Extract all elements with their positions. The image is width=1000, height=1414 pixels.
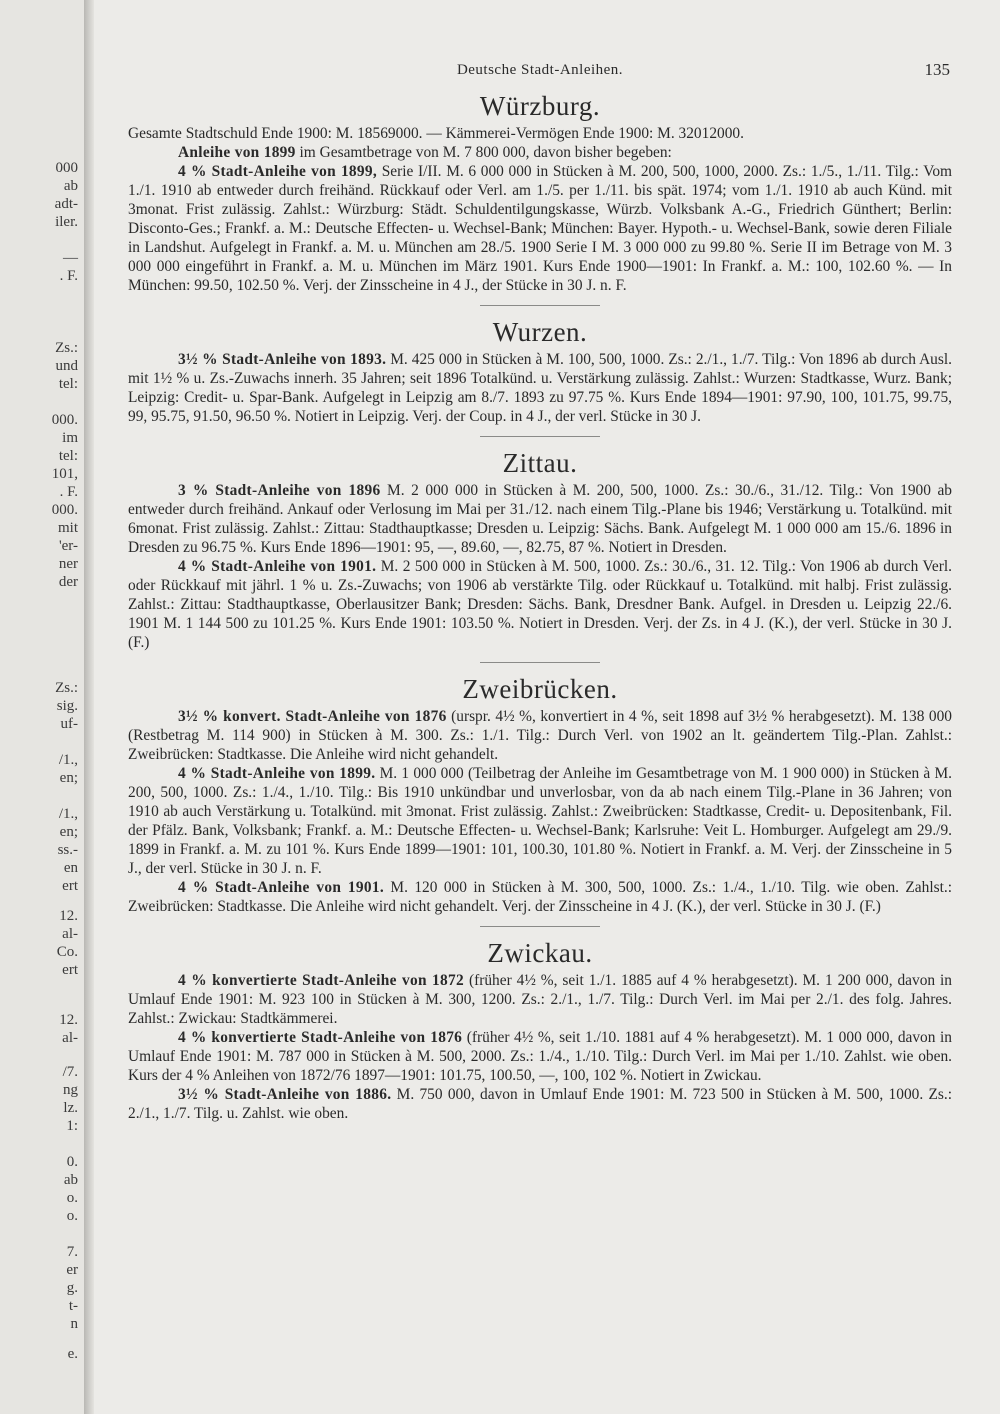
facing-page-fragment: uf- xyxy=(60,716,78,732)
section-divider xyxy=(480,926,600,927)
facing-page-fragment: n xyxy=(70,1316,78,1332)
loan-paragraph xyxy=(128,162,952,295)
facing-page-fragment: Zs.: xyxy=(55,340,78,356)
facing-page-fragment: ert xyxy=(62,962,78,978)
loan-text: Serie I/II. M. 6 000 000 in Stücken à M. 200, 500, 1000, 2000. Zs.: 1./5., 1./11. Tilg.: Vom 1./1. 1910 ab entweder durch freihänd. Rückkauf oder Verl. am 1./5. per 1./11. bis spät. 1974; vom 1./1. 1910 ab auch Künd. mit 3monat. Frist zulässig. Zahlst.: Würzburg: Städt. Schuldentilgungskasse, Würzb. Volksbank A.-G., Friedrich Günthert; Berlin: Disconto-Ges.; Frankf. a. M.: Deutsche Effecten- u. Wechsel-Bank; München: Bayer. Hypoth.- u. Wechsel-Bank, sowie deren Filiale in Landshut. Aufgelegt in Frankf. a. M. u. München am 28./5. 1900 Serie I M. 3 000 000 zu 99.80 %. Serie II im Betrage von M. 3 000 000 eingeführt in Frankf. a. M. u. München im März 1901. Kurs Ende 1900—1901: In Frankf. a. M.: 100, 102.60 %. — In München: 99.50, 102.50 %. Verj. der Zinsscheine in 4 J., der Stücke in 30 J. n. F. xyxy=(128,163,952,294)
city-section xyxy=(128,937,952,1123)
running-head xyxy=(128,58,952,82)
facing-page-fragment: 0. xyxy=(66,1154,78,1170)
loan-text: M. 750 000, davon in Umlauf Ende 1901: M. 723 500 in Stücken à M. 500, 1000. Zs.: 2./1., 1./7. Tilg. u. Zahlst. wie oben. xyxy=(128,1086,952,1122)
loan-paragraph xyxy=(128,557,952,652)
running-title: Deutsche Stadt-Anleihen. xyxy=(456,62,624,78)
section-divider xyxy=(480,662,600,663)
facing-page-fragment: 12. xyxy=(59,908,78,924)
facing-page-fragment: ert xyxy=(62,878,78,894)
city-section xyxy=(128,90,952,306)
facing-page-fragment: Co. xyxy=(56,944,78,960)
facing-page-fragment: e. xyxy=(67,1346,78,1362)
loan-heading: 4 % Stadt-Anleihe von 1901. xyxy=(178,558,377,575)
loan-heading: 3½ % Stadt-Anleihe von 1893. xyxy=(178,351,387,368)
facing-page-fragment: o. xyxy=(66,1190,78,1206)
facing-page-fragment: . F. xyxy=(59,268,78,284)
loan-text: (früher 4½ %, seit 1./1. 1885 auf 4 % herabgesetzt). M. 1 200 000, davon in Umlauf Ende 1901: M. 923 100 in Stücken à M. 300, 1200. Zs.: 2./1., 1./7. Tilg.: Durch Verl. im Mai per 2./1. des folg. Jahres. Zahlst.: Zwickau: Stadtkämmerei. xyxy=(128,972,952,1027)
facing-page-fragment: g. xyxy=(66,1280,78,1296)
facing-page-fragment: — xyxy=(63,250,78,266)
facing-page-fragment: und xyxy=(55,358,78,374)
facing-page-fragment: ner xyxy=(58,556,78,572)
facing-page-fragment: o. xyxy=(66,1208,78,1224)
facing-page-fragment: ng xyxy=(63,1082,78,1098)
facing-page-fragment: sig. xyxy=(56,698,78,714)
loan-text: (früher 4½ %, seit 1./10. 1881 auf 4 % herabgesetzt). M. 1 000 000, davon in Umlauf Ende 1901: M. 787 000 in Stücken à M. 500, 2000. Zs.: 1./4., 1./10. Tilg.: Durch Verl. im Mai per 1./10. Zahlst. wie oben. Kurs der 4 % Anleihen von 1872/76 1897—1901: 101.75, 100.50, —, 100, 102 %. Notiert in Zwickau. xyxy=(128,1029,952,1084)
section-divider xyxy=(480,436,600,437)
facing-page-fragment: ss.- xyxy=(57,842,78,858)
facing-page-fragment: /7. xyxy=(62,1064,78,1080)
facing-page-fragment: t- xyxy=(68,1298,78,1314)
facing-page-fragment: mit xyxy=(57,520,78,536)
loan-text: M. 425 000 in Stücken à M. 100, 500, 1000. Zs.: 2./1., 1./7. Tilg.: Von 1896 ab durch Ausl. mit 1½ % u. Zs.-Zuwachs innerh. 35 Jahren; seit 1896 Totalkünd. u. Verstärkung zulässig. Zahlst.: Wurzen: Stadtkasse, Wurz. Bank; Leipzig: Credit- u. Spar-Bank. Aufgelegt in Leipzig am 8./7. 1893 zu 97.75 %. Kurs Ende 1894—1901: 97.90, 100, 101.75, 99.75, 99, 95.75, 91.50, 96.50 %. Notiert in Leipzig. Verj. der Coup. in 4 J., der verl. Stücke in 30 J. xyxy=(128,351,952,425)
loan-text: M. 1 000 000 (Teilbetrag der Anleihe im Gesamtbetrage von M. 1 900 000) in Stücken à M. 200, 500, 1000. Zs.: 1./4., 1./10. Tilg.: Bis 1910 unkündbar und unverlosbar, von da ab nach einem Tilg.-Plane in 36 Jahren; von 1910 ab auch Verstärkung u. Totalkünd. mit 3monat. Frist zulässig. Zahlst.: Zweibrücken: Stadtkasse, Credit- u. Depositenbank, Fil. der Pfälz. Bank, Volksbank; Frankf. a. M.: Deutsche Effecten- u. Wechsel-Bank; Karlsruhe: Veit L. Homburger. Aufgelegt am 29./9. 1899 in Frankf. a. M. zu 101 %. Kurs Ende 1899—1901: 101, 100.30, 101.80 %. Notiert in Frankf. a. M. Verj. der Zinsscheine in 5 J., der verl. Stücke in 30 J. n. F. xyxy=(128,765,952,877)
facing-page-fragment: 000. xyxy=(51,412,78,428)
loan-text: (urspr. 4½ %, konvertiert in 4 %, seit 1898 auf 3½ % herabgesetzt). M. 138 000 (Restbetrag M. 114 900) in Stücken à M. 300. Zs.: 1./1. Tilg.: Durch Verl. von 1902 an lt. geändertem Tilg.-Plan. Zahlst.: Zweibrücken: Stadtkasse. Die Anleihe wird nicht gehandelt. xyxy=(128,708,953,763)
loan-paragraph xyxy=(128,350,952,426)
facing-page-fragment: der xyxy=(58,574,78,590)
loan-text: Gesamte Stadtschuld Ende 1900: M. 18569000. — Kämmerei-Vermögen Ende 1900: M. 32012000. xyxy=(128,125,744,142)
facing-page-fragment: im xyxy=(62,430,78,446)
loan-heading: Anleihe von 1899 xyxy=(178,144,296,161)
loan-paragraph xyxy=(128,707,952,764)
facing-page-fragment: 'er- xyxy=(58,538,78,554)
facing-page-fragment: /1., xyxy=(58,806,78,822)
loan-text: im Gesamtbetrage von M. 7 800 000, davon bisher begeben: xyxy=(295,144,672,161)
facing-page-fragment: en; xyxy=(59,770,78,786)
page-number: 135 xyxy=(924,60,950,79)
facing-page-fragment: Zs.: xyxy=(55,680,78,696)
loan-paragraph xyxy=(128,1085,952,1123)
facing-page-fragment: 1: xyxy=(66,1118,78,1134)
loan-heading: 3½ % konvert. Stadt-Anleihe von 1876 xyxy=(178,708,447,725)
city-heading: Zweibrücken. xyxy=(462,674,618,704)
loan-paragraph xyxy=(128,124,952,143)
loan-heading: 4 % Stadt-Anleihe von 1901. xyxy=(178,879,385,896)
facing-page-fragment: 101, xyxy=(51,466,78,482)
city-section xyxy=(128,316,952,437)
city-section xyxy=(128,673,952,927)
facing-page-fragment: en; xyxy=(59,824,78,840)
loan-heading: 4 % Stadt-Anleihe von 1899, xyxy=(178,163,378,180)
facing-page-fragment: er xyxy=(66,1262,78,1278)
facing-page-fragment: lz. xyxy=(63,1100,78,1116)
loan-heading: 4 % konvertierte Stadt-Anleihe von 1876 xyxy=(178,1029,463,1046)
city-section xyxy=(128,447,952,663)
loan-paragraph xyxy=(128,143,952,162)
facing-page-fragment: . F. xyxy=(59,484,78,500)
city-heading: Wurzen. xyxy=(492,317,588,347)
loan-heading: 3 % Stadt-Anleihe von 1896 xyxy=(178,482,381,499)
loan-text: M. 120 000 in Stücken à M. 300, 500, 1000. Zs.: 1./4., 1./10. Tilg. wie oben. Zahlst.: Zweibrücken: Stadtkasse. Die Anleihe wird nicht gehandelt. Verj. der Zinsscheine in 4 J. (K.), der verl. Stücke in 30 J. (F.) xyxy=(128,879,952,915)
facing-page-fragment: 000. xyxy=(51,502,78,518)
loan-text: M. 2 000 000 in Stücken à M. 200, 500, 1000. Zs.: 30./6., 31./12. Tilg.: Von 1900 ab entweder durch freihänd. Ankauf oder Verlosung im Mai per 31./12. nach einem Tilg.-Plane bis 1946; Verstärkung u. Totalkünd. mit 6monat. Frist zulässig. Zahlst.: Zittau: Stadthauptkasse; Dresden u. Leipzig: Sächs. Bank. Aufgelegt M. 1 000 000 am 15./6. 1896 in Dresden zu 96.75 %. Kurs Ende 1896—1901: 95, —, 89.60, —, 82.75, 87 %. Notiert in Dresden. xyxy=(128,482,952,556)
city-heading: Zittau. xyxy=(502,448,578,478)
facing-page-fragment: en xyxy=(63,860,78,876)
facing-page-margin xyxy=(0,0,86,1414)
section-divider xyxy=(480,305,600,306)
loan-heading: 4 % konvertierte Stadt-Anleihe von 1872 xyxy=(178,972,465,989)
page-gutter xyxy=(84,0,94,1414)
loan-paragraph xyxy=(128,764,952,878)
document-page xyxy=(128,58,952,1123)
facing-page-fragment: /1., xyxy=(58,752,78,768)
loan-heading: 4 % Stadt-Anleihe von 1899. xyxy=(178,765,376,782)
facing-page-fragment: tel: xyxy=(58,376,78,392)
city-heading: Würzburg. xyxy=(479,91,601,121)
city-heading: Zwickau. xyxy=(487,938,593,968)
sections-container xyxy=(128,90,952,1123)
facing-page-fragment: ab xyxy=(63,178,78,194)
loan-paragraph xyxy=(128,481,952,557)
loan-paragraph xyxy=(128,971,952,1028)
facing-page-fragment: adt- xyxy=(54,196,78,212)
loan-paragraph xyxy=(128,1028,952,1085)
facing-page-fragment: 000 xyxy=(55,160,78,176)
facing-page-fragment: 7. xyxy=(66,1244,78,1260)
loan-paragraph xyxy=(128,878,952,916)
loan-heading: 3½ % Stadt-Anleihe von 1886. xyxy=(178,1086,392,1103)
facing-page-fragment: 12. xyxy=(59,1012,78,1028)
facing-page-fragment: iler. xyxy=(55,214,78,230)
facing-page-fragment: al- xyxy=(62,1030,78,1046)
loan-text: M. 2 500 000 in Stücken à M. 500, 1000. Zs.: 30./6., 31. 12. Tilg.: Von 1906 ab durch Verl. oder Rückkauf mit jährl. 1 % u. Zs.-Zuwachs; von 1906 ab verstärkte Tilg. oder Rückkauf u. Totalkünd. mit halbj. Frist zulässig. Zahlst.: Zittau: Stadthauptkasse, Oberlausitzer Bank; Dresden: Sächs. Bank, Dresdner Bank. Aufgel. in Dresden u. Leipzig 22./6. 1901 M. 1 144 500 zu 101.25 %. Kurs Ende 1901: 103.50 %. Notiert in Dresden. Verj. der Zs. in 4 J. (K.), der verl. Stücke in 30 J. (F.) xyxy=(128,558,952,651)
facing-page-fragment: tel: xyxy=(58,448,78,464)
facing-page-fragment: al- xyxy=(62,926,78,942)
facing-page-fragment: ab xyxy=(63,1172,78,1188)
